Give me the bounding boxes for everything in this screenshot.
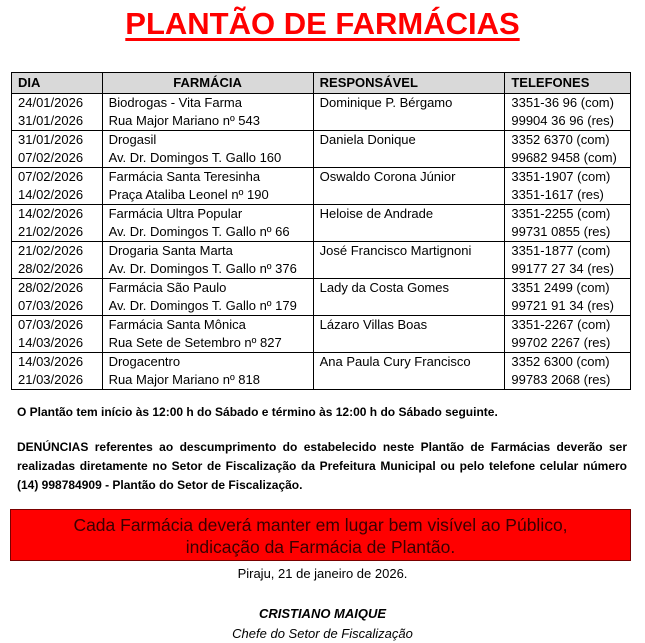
- table-row: [12, 131, 631, 168]
- signature-role: Chefe do Setor de Fiscalização: [232, 626, 413, 641]
- cell-responsavel: [313, 242, 505, 279]
- table-header-row: [12, 73, 631, 94]
- cell-telefones-line: 3351-1617 (res): [511, 187, 604, 202]
- cell-dia-line: 07/02/2026: [18, 150, 84, 165]
- cell-telefones: [505, 94, 631, 131]
- cell-dia-line: 14/02/2026: [18, 187, 84, 202]
- page-title: PLANTÃO DE FARMÁCIAS: [125, 6, 520, 41]
- cell-responsavel-line: Lady da Costa Gomes: [319, 280, 449, 295]
- cell-farmacia-line: Rua Major Mariano nº 543: [108, 113, 260, 128]
- cell-farmacia-line: Farmácia Ultra Popular: [108, 206, 243, 221]
- cell-telefones-line: 99682 9458 (com): [511, 150, 617, 165]
- cell-telefones: [505, 168, 631, 205]
- cell-dia: [12, 316, 103, 353]
- cell-dia-line: 21/02/2026: [18, 243, 84, 258]
- cell-dia-line: 28/02/2026: [18, 280, 84, 295]
- cell-farmacia-line: Av. Dr. Domingos T. Gallo 160: [108, 150, 282, 165]
- cell-responsavel-line: Lázaro Villas Boas: [319, 317, 428, 332]
- cell-farmacia-line: Praça Ataliba Leonel nº 190: [108, 187, 269, 202]
- cell-responsavel-line: Ana Paula Cury Francisco: [319, 354, 471, 369]
- cell-dia-line: 21/03/2026: [18, 372, 84, 387]
- cell-dia-line: 14/02/2026: [18, 206, 84, 221]
- cell-farmacia: [102, 316, 313, 353]
- cell-telefones-line: 3351-36 96 (com): [511, 95, 614, 110]
- cell-farmacia-line: Biodrogas - Vita Farma: [108, 95, 242, 110]
- cell-farmacia-line: Rua Major Mariano nº 818: [108, 372, 260, 387]
- cell-responsavel: [313, 279, 505, 316]
- cell-farmacia-line: Farmácia Santa Mônica: [108, 317, 246, 332]
- table-row: [12, 242, 631, 279]
- cell-dia-line: 07/02/2026: [18, 169, 84, 184]
- cell-dia: [12, 94, 103, 131]
- cell-dia-line: 14/03/2026: [18, 354, 84, 369]
- table-row: [12, 205, 631, 242]
- cell-telefones: [505, 205, 631, 242]
- table-row: [12, 353, 631, 390]
- table-row: [12, 279, 631, 316]
- cell-telefones-line: 3351-1907 (com): [511, 169, 611, 184]
- cell-dia: [12, 168, 103, 205]
- cell-dia-line: 21/02/2026: [18, 224, 84, 239]
- cell-farmacia-line: Farmácia São Paulo: [108, 280, 227, 295]
- cell-farmacia-line: Av. Dr. Domingos T. Gallo nº 66: [108, 224, 290, 239]
- cell-farmacia: [102, 242, 313, 279]
- date-line: Piraju, 21 de janeiro de 2026.: [237, 566, 408, 581]
- table-row: [12, 94, 631, 131]
- cell-farmacia-line: Rua Sete de Setembro nº 827: [108, 335, 282, 350]
- cell-dia: [12, 242, 103, 279]
- red-notice-line: indicação da Farmácia de Plantão.: [185, 537, 456, 557]
- cell-telefones: [505, 353, 631, 390]
- cell-dia-line: 24/01/2026: [18, 95, 84, 110]
- cell-dia-line: 31/01/2026: [18, 113, 84, 128]
- cell-farmacia: [102, 353, 313, 390]
- cell-responsavel: [313, 168, 505, 205]
- cell-dia-line: 07/03/2026: [18, 317, 84, 332]
- pharmacy-schedule-table: [11, 72, 631, 390]
- cell-responsavel-line: Oswaldo Corona Júnior: [319, 169, 456, 184]
- cell-telefones-line: 3351-2267 (com): [511, 317, 611, 332]
- cell-responsavel-line: Daniela Donique: [319, 132, 416, 147]
- cell-telefones-line: 3351 2499 (com): [511, 280, 610, 295]
- cell-responsavel: [313, 94, 505, 131]
- red-notice-line: Cada Farmácia deverá manter em lugar bem visível ao Público,: [73, 515, 568, 535]
- cell-telefones-line: 99731 0855 (res): [511, 224, 611, 239]
- cell-responsavel: [313, 316, 505, 353]
- cell-telefones-line: 99721 91 34 (res): [511, 298, 614, 313]
- cell-farmacia: [102, 205, 313, 242]
- cell-farmacia: [102, 279, 313, 316]
- notice-complaints: DENÚNCIAS referentes ao descumprimento do estabelecido neste Plantão de Farmácias deverão ser realizadas diretamente no Setor de Fiscalização da Prefeitura Municipal ou pelo telefone celular número (14) 998784909 - Plantão do Setor de Fiscalização.: [17, 440, 627, 492]
- header-farmacia: FARMÁCIA: [102, 73, 313, 94]
- cell-telefones-line: 99783 2068 (res): [511, 372, 611, 387]
- cell-farmacia: [102, 94, 313, 131]
- cell-farmacia-line: Av. Dr. Domingos T. Gallo nº 179: [108, 298, 297, 313]
- cell-telefones: [505, 242, 631, 279]
- cell-telefones: [505, 279, 631, 316]
- cell-responsavel-line: José Francisco Martignoni: [319, 243, 472, 258]
- cell-farmacia: [102, 131, 313, 168]
- cell-responsavel: [313, 205, 505, 242]
- cell-responsavel: [313, 131, 505, 168]
- cell-dia-line: 07/03/2026: [18, 298, 84, 313]
- cell-telefones-line: 3351-2255 (com): [511, 206, 611, 221]
- cell-farmacia-line: Farmácia Santa Teresinha: [108, 169, 261, 184]
- red-notice-box: [10, 509, 631, 561]
- cell-dia-line: 28/02/2026: [18, 261, 84, 276]
- cell-responsavel: [313, 353, 505, 390]
- cell-dia: [12, 131, 103, 168]
- signature-name: CRISTIANO MAIQUE: [258, 606, 387, 621]
- cell-telefones-line: 3352 6300 (com): [511, 354, 610, 369]
- cell-dia: [12, 205, 103, 242]
- cell-farmacia-line: Drogaria Santa Marta: [108, 243, 233, 258]
- header-responsavel: RESPONSÁVEL: [313, 73, 505, 94]
- cell-telefones-line: 3352 6370 (com): [511, 132, 610, 147]
- cell-telefones-line: 99177 27 34 (res): [511, 261, 614, 276]
- table-row: [12, 168, 631, 205]
- cell-responsavel-line: Dominique P. Bérgamo: [319, 95, 453, 110]
- cell-telefones: [505, 131, 631, 168]
- cell-farmacia-line: Drogacentro: [108, 354, 181, 369]
- cell-dia-line: 31/01/2026: [18, 132, 84, 147]
- cell-dia-line: 14/03/2026: [18, 335, 84, 350]
- cell-dia: [12, 353, 103, 390]
- notice-hours: O Plantão tem início às 12:00 h do Sábado e término às 12:00 h do Sábado seguinte.: [17, 405, 498, 419]
- cell-farmacia-line: Av. Dr. Domingos T. Gallo nº 376: [108, 261, 297, 276]
- header-telefones: TELEFONES: [505, 73, 631, 94]
- cell-telefones-line: 99904 36 96 (res): [511, 113, 614, 128]
- cell-dia: [12, 279, 103, 316]
- table-row: [12, 316, 631, 353]
- cell-farmacia: [102, 168, 313, 205]
- cell-telefones-line: 99702 2267 (res): [511, 335, 611, 350]
- cell-telefones-line: 3351-1877 (com): [511, 243, 611, 258]
- cell-responsavel-line: Heloise de Andrade: [319, 206, 434, 221]
- cell-farmacia-line: Drogasil: [108, 132, 157, 147]
- header-dia: DIA: [12, 73, 103, 94]
- cell-telefones: [505, 316, 631, 353]
